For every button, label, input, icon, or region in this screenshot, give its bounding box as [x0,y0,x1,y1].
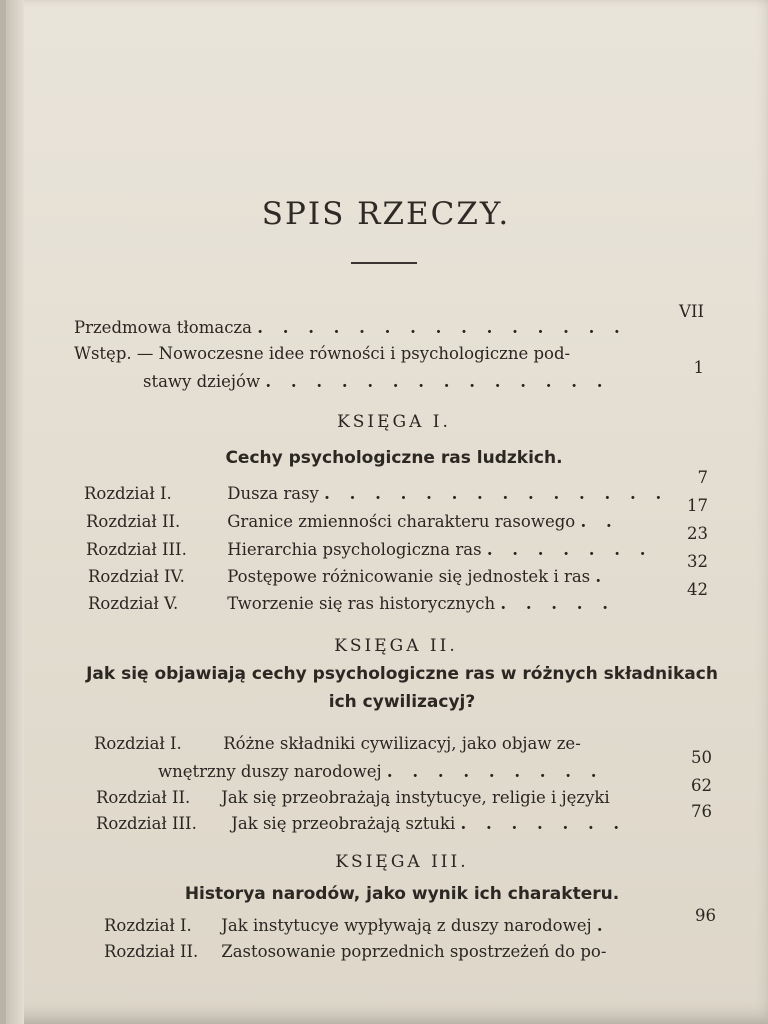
chapter-label: Rozdział II. [86,512,181,531]
chapter-title: Zastosowanie poprzednich spostrzeżeń do po- [221,942,607,961]
page-number: 17 [687,496,708,515]
chapter-row [94,734,581,753]
dot-leader: . . . . . [500,594,616,613]
entry-title: Wstęp. — Nowoczesne idee równości i psychologiczne pod- [74,344,571,363]
page-title: SPIS RZECZY. [261,196,511,232]
chapter-label: Rozdział III. [96,814,197,833]
chapter-label: Rozdział II. [104,942,199,961]
chapter-row [96,788,615,807]
page-number: 96 [695,906,716,925]
page-number: VII [679,302,704,321]
book-subtitle: Jak się objawiają cechy psychologiczne ras w różnych składnikach [86,664,718,684]
dot-leader: . . . . . . . . . . . . . . . [257,318,627,337]
page-number: 32 [687,552,708,571]
book-subtitle-continued: ich cywilizacyj? [328,692,476,712]
chapter-row [104,942,612,961]
page-number: 1 [693,358,704,377]
page-number: 23 [687,524,708,543]
chapter-title: Dusza rasy [227,484,319,503]
chapter-row [88,594,615,613]
page-number: 62 [691,776,712,795]
chapter-title: Postępowe różnicowanie się jednostek i ras [227,567,591,586]
chapter-row [88,567,608,586]
page-number: 7 [697,468,708,487]
page-number: 76 [691,802,712,821]
chapter-label: Rozdział I. [104,916,192,935]
toc-entry-introduction-cont [143,372,609,391]
chapter-row [86,512,619,531]
chapter-row [104,916,610,935]
entry-title: Przedmowa tłomacza [74,318,252,337]
chapter-row [96,814,626,833]
dot-leader: . . . . . . . . . . . . . . [265,372,610,391]
dot-leader: . . . . . . . . . [386,762,604,781]
book-heading: KSIĘGA III. [335,852,469,872]
chapter-label: Rozdział III. [86,540,187,559]
dot-leader: . . . . . . . [486,540,653,559]
book-subtitle: Historya narodów, jako wynik ich charakteru. [184,884,620,904]
chapter-row [86,540,653,559]
toc-entry-introduction [74,344,570,363]
toc-entry-preface [74,318,627,337]
chapter-title: Hierarchia psychologiczna ras [227,540,482,559]
chapter-title: Granice zmienności charakteru rasowego [227,512,576,531]
chapter-title-continued: wnętrzny duszy narodowej [158,762,382,781]
chapter-title: Jak się przeobrażają sztuki [231,814,456,833]
book-heading: KSIĘGA I. [337,412,451,432]
book-heading: KSIĘGA II. [334,636,458,656]
chapter-label: Rozdział IV. [88,567,185,586]
chapter-label: Rozdział I. [84,484,172,503]
chapter-label: Rozdział V. [88,594,179,613]
chapter-row-continued [158,762,604,781]
chapter-label: Rozdział I. [94,734,182,753]
title-divider [351,262,417,264]
chapter-label: Rozdział II. [96,788,191,807]
chapter-row [84,484,668,503]
dot-leader: . . . . . . . . . . . . . . [324,484,669,503]
chapter-title: Różne składniki cywilizacyj, jako objaw ze- [223,734,581,753]
chapter-title: Jak się przeobrażają instytucye, religie i języki [221,788,610,807]
page-number: 50 [691,748,712,767]
chapter-title: Jak instytucye wypływają z duszy narodowej [221,916,592,935]
dot-leader: . [596,916,610,935]
book-page [6,0,768,1024]
book-subtitle: Cechy psychologiczne ras ludzkich. [225,448,563,468]
dot-leader: . [595,567,609,586]
entry-title-continued: stawy dziejów [143,372,261,391]
dot-leader: . . . . . . . [460,814,627,833]
page-number: 42 [687,580,708,599]
chapter-title: Tworzenie się ras historycznych [227,594,496,613]
dot-leader: . . [580,512,619,531]
table-of-contents [6,0,768,1024]
